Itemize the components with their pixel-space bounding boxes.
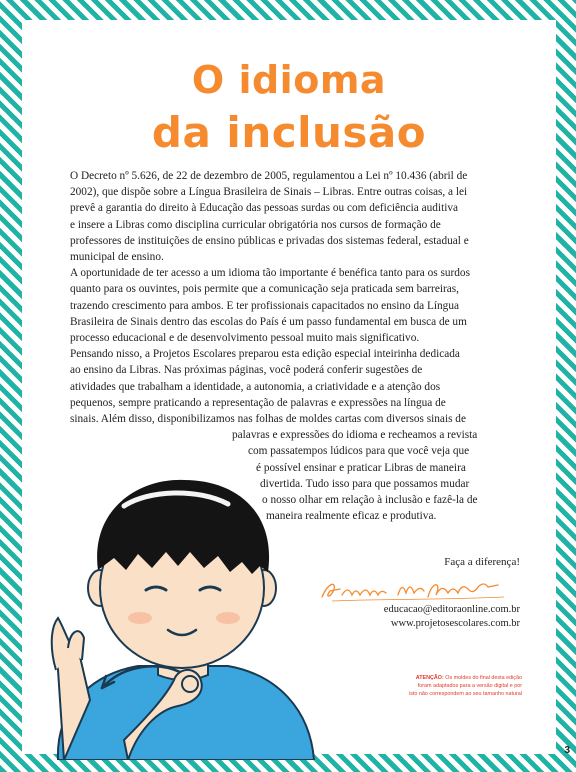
text-line: ao ensino da Libras. Nas próximas páginas, você poderá conferir sugestões de (70, 364, 423, 377)
text-line: 2002), que dispõe sobre a Língua Brasileira de Sinais – Libras. Entre outras coisas, a lei (70, 186, 468, 199)
text-line: professores de instituições de ensino públicas e privadas dos sistemas federal, estadual e (70, 234, 469, 247)
text-line: processo educacional e de desenvolvimento pessoal muito mais significativo. (70, 332, 420, 345)
text-line: sinais. Além disso, disponibilizamos nas folhas de moldes cartas com diversos sinais de (70, 413, 466, 426)
paragraph-2 (70, 265, 530, 346)
page (22, 20, 556, 754)
text-line: trazendo crescimento para ambos. E ter profissionais capacitados no ensino da Língua (70, 299, 459, 312)
text-line: com passatempos lúdicos para que você veja que (248, 445, 470, 458)
text-line: o nosso olhar em relação à inclusão e fazê-la de (262, 494, 478, 507)
paragraph-1 (70, 168, 530, 265)
contact-email: educacao@editoraonline.com.br (383, 604, 520, 615)
contact-info (384, 603, 520, 631)
text-line: e insere a Libras como disciplina curricular obrigatória nos cursos de formação de (70, 218, 441, 231)
text-line: Pensando nisso, a Projetos Escolares preparou esta edição especial inteirinha dedicada (70, 348, 460, 361)
attention-text-3: isto não correspondem ao seu tamanho natural (409, 691, 522, 697)
text-line: quanto para os ouvintes, pois permite que a comunicação seja praticada sem barreiras, (70, 283, 459, 296)
text-line: O Decreto nº 5.626, de 22 de dezembro de 2005, regulamentou a Lei nº 10.436 (abril de (70, 170, 468, 182)
boy-signing-illustration (28, 470, 328, 760)
attention-text-2: foram adaptados para a versão digital e por (417, 683, 522, 689)
text-line: pequenos, sempre praticando a representação de palavras e expressões na língua de (70, 396, 446, 409)
text-line: maneira realmente eficaz e produtiva. (266, 510, 437, 523)
text-line: prevê a garantia do direito à Educação das pessoas surdas ou com deficiência auditiva (70, 202, 459, 215)
text-line: A oportunidade de ter acesso a um idioma tão importante é benéfica tanto para os surdos (70, 267, 470, 280)
text-line: palavras e expressões do idioma e recheamos a revista (232, 429, 478, 442)
text-line: divertida. Tudo isso para que possamos mudar (260, 477, 470, 490)
signature-image (318, 575, 508, 605)
attention-label: ATENÇÃO: (415, 675, 444, 681)
page-title-line2: da inclusão (151, 108, 427, 157)
text-line: atividades que trabalham a identidade, a autonomia, a criatividade e a atenção dos (70, 380, 441, 393)
page-number: 3 (564, 745, 570, 756)
text-line: é possível ensinar e praticar Libras de maneira (256, 461, 466, 474)
attention-note (352, 674, 522, 698)
page-title-line1: O idioma (191, 58, 387, 102)
attention-text-1: Os moldes do final desta edição (443, 675, 522, 681)
text-line: municipal de ensino. (70, 251, 164, 264)
signoff: Faça a diferença! (444, 556, 520, 568)
text-line: Brasileira de Sinais dentro das escolas do País é um passo fundamental em busca de um (70, 315, 467, 328)
contact-website: www.projetosescolares.com.br (390, 618, 520, 629)
